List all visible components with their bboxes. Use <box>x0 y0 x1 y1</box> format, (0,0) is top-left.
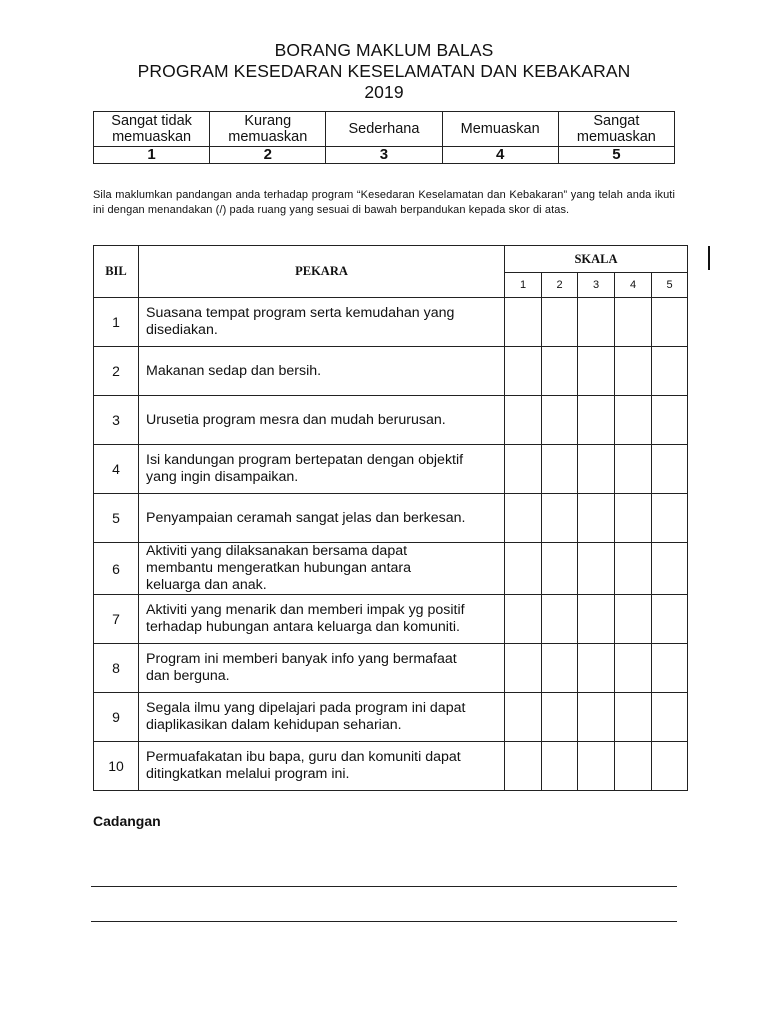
item-statement <box>139 494 505 543</box>
item-statement <box>139 543 505 595</box>
scale-score: 5 <box>558 147 674 164</box>
scale-label-line: memuaskan <box>112 129 192 145</box>
table-row <box>94 595 688 644</box>
table-row <box>94 693 688 742</box>
scale-column-header: 5 <box>652 273 688 298</box>
title-line: PROGRAM KESEDARAN KESELAMATAN DAN KEBAKARAN <box>137 61 631 81</box>
statement-line: Penyampaian ceramah sangat jelas dan berkesan. <box>146 509 466 526</box>
rating-cell-1[interactable] <box>505 543 542 595</box>
rating-cell-5[interactable] <box>652 298 688 347</box>
statement-line: disediakan. <box>146 322 218 338</box>
row-number: 2 <box>94 347 139 396</box>
scale-label-line: memuaskan <box>228 129 308 145</box>
rating-cell-3[interactable] <box>578 347 615 396</box>
suggestion-line[interactable] <box>91 921 677 922</box>
rating-cell-3[interactable] <box>578 445 615 494</box>
rating-cell-3[interactable] <box>578 494 615 543</box>
scale-score: 2 <box>210 147 326 164</box>
item-statement <box>139 396 505 445</box>
scale-column-header: 2 <box>542 273 578 298</box>
pekara-header: PEKARA <box>139 246 505 298</box>
feedback-table <box>93 245 688 791</box>
statement-line: dan berguna. <box>146 668 230 684</box>
statement-line: Program ini memberi banyak info yang bermafaat <box>146 651 457 667</box>
rating-cell-1[interactable] <box>505 742 542 791</box>
rating-cell-3[interactable] <box>578 742 615 791</box>
scale-label-line: Kurang <box>244 113 292 129</box>
suggestion-line[interactable] <box>91 886 677 887</box>
statement-line: membantu mengeratkan hubungan antara <box>146 560 412 576</box>
scale-column-header: 4 <box>615 273 652 298</box>
statement-line: keluarga dan anak. <box>146 577 267 593</box>
row-number: 4 <box>94 445 139 494</box>
rating-cell-3[interactable] <box>578 298 615 347</box>
rating-cell-1[interactable] <box>505 445 542 494</box>
rating-cell-2[interactable] <box>542 298 578 347</box>
rating-cell-3[interactable] <box>578 543 615 595</box>
scale-label-line: Sangat <box>593 113 640 129</box>
row-number: 10 <box>94 742 139 791</box>
item-statement <box>139 644 505 693</box>
rating-cell-4[interactable] <box>615 595 652 644</box>
scale-score: 1 <box>94 147 210 164</box>
rating-cell-4[interactable] <box>615 693 652 742</box>
rating-cell-5[interactable] <box>652 396 688 445</box>
rating-cell-2[interactable] <box>542 543 578 595</box>
rating-cell-5[interactable] <box>652 644 688 693</box>
scale-column-header: 3 <box>578 273 615 298</box>
rating-cell-2[interactable] <box>542 595 578 644</box>
title-line: BORANG MAKLUM BALAS <box>274 40 494 60</box>
scale-label <box>558 112 674 147</box>
row-number: 5 <box>94 494 139 543</box>
table-row <box>94 347 688 396</box>
rating-cell-4[interactable] <box>615 494 652 543</box>
instruction-text: Sila maklumkan pandangan anda terhadap program “Kesedaran Keselamatan dan Kebakaran” yang telah anda ikuti ini dengan menandakan (/) pada ruang yang sesuai di bawah berpandukan kepada skor di atas. <box>93 189 675 216</box>
rating-cell-5[interactable] <box>652 445 688 494</box>
statement-line: Segala ilmu yang dipelajari pada program ini dapat <box>146 700 466 716</box>
rating-cell-1[interactable] <box>505 494 542 543</box>
row-number: 3 <box>94 396 139 445</box>
table-row <box>94 494 688 543</box>
scale-label <box>94 112 210 147</box>
rating-cell-5[interactable] <box>652 742 688 791</box>
scale-score: 3 <box>326 147 442 164</box>
scale-label <box>326 112 442 147</box>
item-statement <box>139 595 505 644</box>
scale-label <box>210 112 326 147</box>
rating-cell-4[interactable] <box>615 396 652 445</box>
bil-header: BIL <box>94 246 139 298</box>
rating-cell-1[interactable] <box>505 644 542 693</box>
form-title <box>0 40 768 103</box>
table-row <box>94 742 688 791</box>
statement-line: Permuafakatan ibu bapa, guru dan komuniti dapat <box>146 749 461 765</box>
scale-column-header: 1 <box>505 273 542 298</box>
item-statement <box>139 445 505 494</box>
row-number: 6 <box>94 543 139 595</box>
rating-cell-3[interactable] <box>578 396 615 445</box>
rating-cell-2[interactable] <box>542 445 578 494</box>
statement-line: Aktiviti yang dilaksanakan bersama dapat <box>146 543 408 559</box>
row-number: 1 <box>94 298 139 347</box>
cadangan-label: Cadangan <box>93 813 161 829</box>
row-number: 9 <box>94 693 139 742</box>
rating-cell-4[interactable] <box>615 347 652 396</box>
scale-score: 4 <box>442 147 558 164</box>
statement-line: Makanan sedap dan bersih. <box>146 362 322 379</box>
scale-label-line: Sangat tidak <box>111 113 192 129</box>
rating-scale-legend <box>93 111 675 164</box>
rating-cell-1[interactable] <box>505 298 542 347</box>
rating-cell-2[interactable] <box>542 693 578 742</box>
rating-cell-4[interactable] <box>615 298 652 347</box>
rating-cell-5[interactable] <box>652 347 688 396</box>
rating-cell-1[interactable] <box>505 595 542 644</box>
scale-label-line: memuaskan <box>576 129 656 145</box>
item-statement <box>139 298 505 347</box>
item-statement <box>139 693 505 742</box>
statement-line: Isi kandungan program bertepatan dengan objektif <box>146 452 464 468</box>
statement-line: ditingkatkan melalui program ini. <box>146 766 350 782</box>
rating-cell-2[interactable] <box>542 742 578 791</box>
rating-cell-4[interactable] <box>615 445 652 494</box>
rating-cell-2[interactable] <box>542 396 578 445</box>
table-row <box>94 396 688 445</box>
statement-line: terhadap hubungan antara keluarga dan komuniti. <box>146 619 460 635</box>
statement-line: Suasana tempat program serta kemudahan yang <box>146 305 455 321</box>
table-row <box>94 543 688 595</box>
statement-line: Urusetia program mesra dan mudah berurusan. <box>146 411 446 428</box>
rating-cell-4[interactable] <box>615 543 652 595</box>
rating-cell-3[interactable] <box>578 644 615 693</box>
rating-cell-1[interactable] <box>505 693 542 742</box>
rating-cell-5[interactable] <box>652 693 688 742</box>
scale-label <box>442 112 558 147</box>
item-statement <box>139 347 505 396</box>
title-line: 2019 <box>364 82 404 102</box>
rating-cell-3[interactable] <box>578 595 615 644</box>
table-row <box>94 445 688 494</box>
margin-mark <box>708 246 710 270</box>
rating-cell-3[interactable] <box>578 693 615 742</box>
rating-cell-1[interactable] <box>505 347 542 396</box>
rating-cell-5[interactable] <box>652 494 688 543</box>
rating-cell-4[interactable] <box>615 742 652 791</box>
statement-line: diaplikasikan dalam kehidupan seharian. <box>146 717 402 733</box>
scale-label-row <box>94 112 675 147</box>
row-number: 8 <box>94 644 139 693</box>
rating-cell-4[interactable] <box>615 644 652 693</box>
skala-header: SKALA <box>505 246 688 273</box>
item-statement <box>139 742 505 791</box>
rating-cell-2[interactable] <box>542 347 578 396</box>
scale-label-line: Memuaskan <box>460 121 540 137</box>
statement-line: yang ingin disampaikan. <box>146 469 299 485</box>
rating-cell-1[interactable] <box>505 396 542 445</box>
rating-cell-5[interactable] <box>652 543 688 595</box>
statement-line: Aktiviti yang menarik dan memberi impak yg positif <box>146 602 465 618</box>
rating-cell-2[interactable] <box>542 644 578 693</box>
table-row <box>94 298 688 347</box>
rating-cell-2[interactable] <box>542 494 578 543</box>
rating-cell-5[interactable] <box>652 595 688 644</box>
table-row <box>94 644 688 693</box>
row-number: 7 <box>94 595 139 644</box>
scale-score-row <box>94 147 675 164</box>
scale-label-line: Sederhana <box>348 121 420 137</box>
table-header-row <box>94 246 688 273</box>
